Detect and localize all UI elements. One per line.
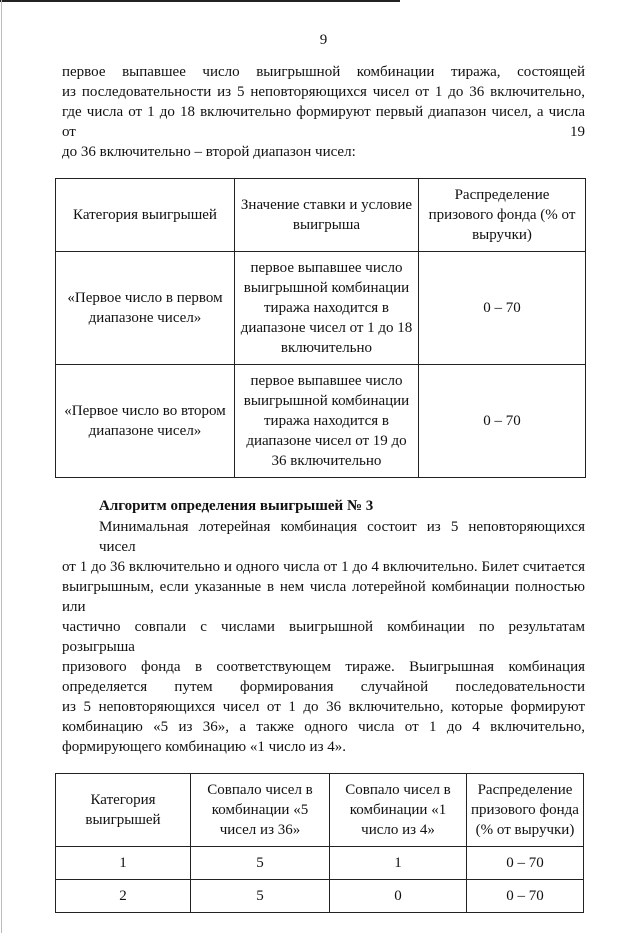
table-cell: 0 – 70	[419, 365, 586, 478]
table-cell: 1	[56, 847, 191, 880]
page-number: 9	[319, 32, 328, 48]
scan-edge-line	[0, 0, 400, 2]
intro-paragraph	[62, 62, 585, 162]
header-cell: Совпало чисел в комбинации «5 чисел из 36»	[191, 774, 330, 847]
table-cell: 0 – 70	[467, 880, 584, 913]
table-header-row	[56, 774, 584, 847]
text-line: выигрышным, если указанные в нем числа лотерейной комбинации полностью или	[62, 579, 585, 615]
table-cell: 1	[330, 847, 467, 880]
table-cell: 5	[191, 847, 330, 880]
header-cell: Совпало чисел в комбинации «1 число из 4»	[330, 774, 467, 847]
text-line: комбинацию «5 из 36», а также одного числа от 1 до 4 включительно,	[62, 719, 585, 735]
text-line: из 5 неповторяющихся чисел от 1 до 36 включительно, которые формируют	[62, 699, 585, 715]
header-cell: Категория выигрышей	[56, 774, 191, 847]
header-cell: Категория выигрышей	[56, 179, 235, 252]
table-cell: «Первое число во втором диапазоне чисел»	[56, 365, 235, 478]
text-line: до 36 включительно – второй диапазон чисел:	[62, 144, 356, 160]
table-cell: первое выпавшее число выигрышной комбинации тиража находится в диапазоне чисел от 19 до 36 включительно	[235, 365, 419, 478]
text-line: где числа от 1 до 18 включительно формируют первый диапазон чисел, а числа от 19	[62, 104, 585, 140]
text-line: призового фонда в соответствующем тираже. Выигрышная комбинация	[62, 659, 585, 675]
table-cell: 2	[56, 880, 191, 913]
prize-table-2	[55, 773, 584, 913]
section-heading: Алгоритм определения выигрышей № 3	[99, 498, 374, 514]
header-cell: Распределение призового фонда (% от выручки)	[467, 774, 584, 847]
table-cell: 0 – 70	[419, 252, 586, 365]
table-cell: 0	[330, 880, 467, 913]
text-line: определяется путем формирования случайной последовательности	[62, 679, 585, 695]
table-row	[56, 365, 586, 478]
text-line: из последовательности из 5 неповторяющихся чисел от 1 до 36 включительно,	[62, 84, 585, 100]
text-line: формирующего комбинацию «1 число из 4».	[62, 739, 347, 755]
header-cell: Значение ставки и условие выигрыша	[235, 179, 419, 252]
table-row	[56, 252, 586, 365]
table-row	[56, 880, 584, 913]
table-cell: 0 – 70	[467, 847, 584, 880]
header-cell: Распределение призового фонда (% от выручки)	[419, 179, 586, 252]
table-cell: 5	[191, 880, 330, 913]
body-paragraph	[62, 517, 585, 757]
scan-edge-line	[1, 0, 2, 933]
table-row	[56, 847, 584, 880]
text-line: частично совпали с числами выигрышной комбинации по результатам розыгрыша	[62, 619, 585, 655]
table-cell: «Первое число в первом диапазоне чисел»	[56, 252, 235, 365]
text-line: первое выпавшее число выигрышной комбинации тиража, состоящей	[62, 64, 585, 80]
text-line: Минимальная лотерейная комбинация состоит из 5 неповторяющихся чисел	[99, 519, 585, 555]
prize-table-1	[55, 178, 586, 478]
text-line: от 1 до 36 включительно и одного числа от 1 до 4 включительно. Билет считается	[62, 559, 585, 575]
table-header-row	[56, 179, 586, 252]
table-cell: первое выпавшее число выигрышной комбинации тиража находится в диапазоне чисел от 1 до 18 включительно	[235, 252, 419, 365]
